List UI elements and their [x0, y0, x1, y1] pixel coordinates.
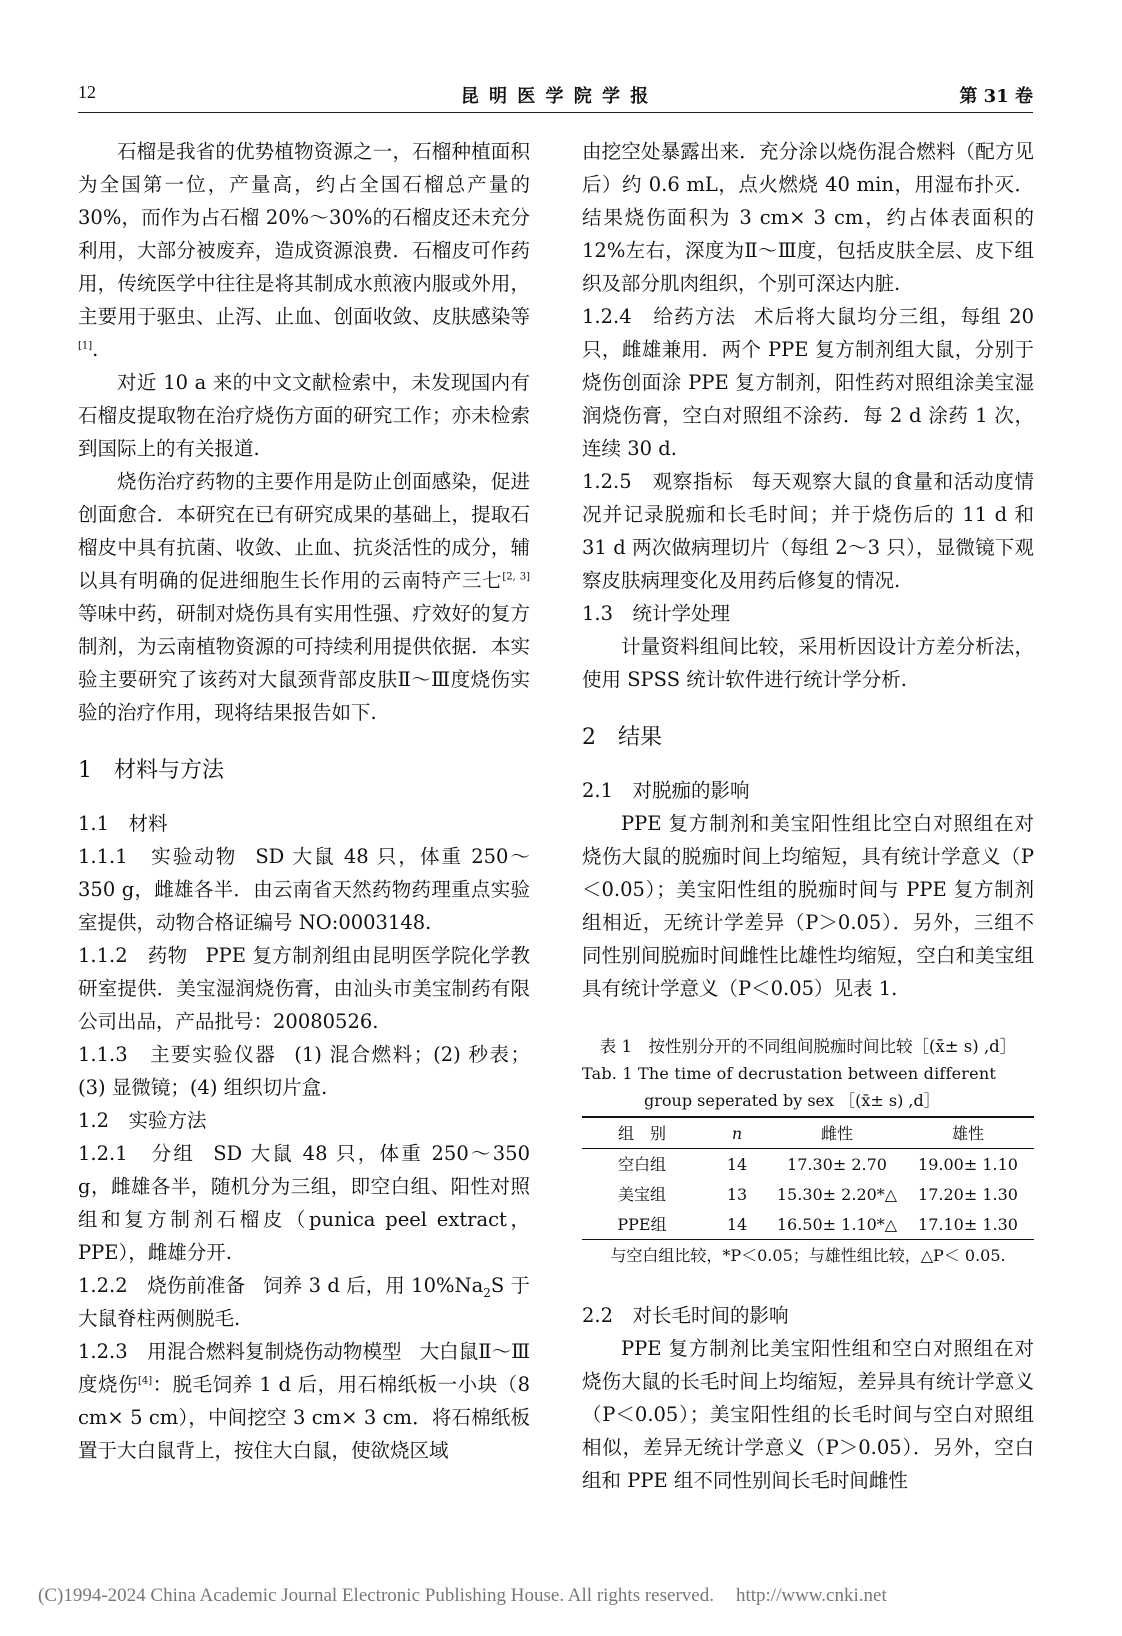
table-cell: 14 — [726, 1214, 748, 1234]
cnki-link[interactable]: http://www.cnki.net — [735, 1585, 887, 1606]
table-row — [582, 1179, 1034, 1209]
subscript-2: 2 — [483, 1285, 491, 1300]
section-1-heading: 1 材料与方法 — [78, 758, 224, 783]
subsection-1-1-3 — [78, 1038, 530, 1104]
subsection-1-1-2-text: PPE 复方制剂组由昆明医学院化学教研室提供．美宝湿润烧伤膏，由汕头市美宝制药有限公司出品，产品批号：20080526. — [78, 944, 530, 1033]
table-cell: 14 — [726, 1154, 748, 1174]
subsection-1-2-3 — [78, 1335, 530, 1467]
table-cell: 空白组 — [617, 1154, 666, 1174]
subsection-1-2-2 — [78, 1269, 530, 1335]
volume-label: 第 31 卷 — [959, 86, 1033, 107]
table-cell: 19.00± 1.10 — [918, 1154, 1018, 1174]
table-row — [582, 1149, 1034, 1180]
table-1-grid — [582, 1116, 1034, 1240]
header-male: 雄性 — [951, 1123, 984, 1143]
intro-paragraph-2: 对近 10 a 来的中文文献检索中，未发现国内有石榴皮提取物在治疗烧伤方面的研究工作；亦未检索到国际上的有关报道. — [78, 371, 530, 460]
table-cell: 美宝组 — [617, 1184, 666, 1204]
section-2-heading: 2 结果 — [582, 725, 662, 750]
subsection-1-2-3-label: 1.2.3 用混合燃料复制烧伤动物模型 — [78, 1340, 402, 1363]
header-female: 雌性 — [820, 1123, 853, 1143]
subsection-1-2-4-text: 术后将大鼠均分三组，每组 20 只，雌雄兼用．两个 PPE 复方制剂组大鼠，分别于烧伤创面涂 PPE 复方制剂，阳性药对照组涂美宝湿润烧伤膏，空白对照组不涂药．每 2 d 涂药 1 次，连续 30 d. — [582, 305, 1034, 460]
subsection-1-2-2-text-a: 饲养 3 d 后，用 10%Na — [263, 1274, 484, 1297]
subsection-1-2-heading: 1.2 实验方法 — [78, 1109, 207, 1132]
intro-paragraph-1-end: . — [92, 338, 99, 361]
subsection-1-2-1-text: SD 大鼠 48 只，体重 250～350 g，雌雄各半，随机分为三组，即空白组、阳性对照组和复方制剂石榴皮（punica peel extract，PPE），雌雄分开. — [78, 1142, 530, 1264]
table-1-caption-cn: 表 1 按性别分开的不同组间脱痂时间比较［(x̄± s) ,d］ — [599, 1037, 1017, 1056]
subsection-1-2-2-text-b: S 于大鼠脊柱两侧脱毛. — [78, 1274, 530, 1330]
subsection-1-2-1-label: 1.2.1 分组 — [78, 1142, 196, 1165]
intro-paragraph-3-text-b: 等味中药，研制对烧伤具有实用性强、疗效好的复方制剂，为云南植物资源的可持续利用提供依据．本实验主要研究了该药对大鼠颈背部皮肤Ⅱ～Ⅲ度烧伤实验的治疗作用，现将结果报告如下. — [78, 602, 530, 724]
journal-title: 昆 明 医 学 院 学 报 — [460, 86, 651, 107]
intro-paragraph-1-text: 石榴是我省的优势植物资源之一，石榴种植面积为全国第一位，产量高，约占全国石榴总产量的 30%，而作为占石榴 20%～30%的石榴皮还未充分利用，大部分被废弃，造成资源浪费．石榴皮可作药用，传统医学中往往是将其制成水煎液内服或外用，主要用于驱虫、止泻、止血、创面收敛、皮肤感染等 — [78, 140, 530, 328]
table-cell: 13 — [726, 1184, 748, 1204]
subsection-1-2-1 — [78, 1137, 530, 1269]
subsection-1-1-2-label: 1.1.2 药物 — [78, 944, 188, 967]
intro-paragraph-3-text-a: 烧伤治疗药物的主要作用是防止创面感染，促进创面愈合．本研究在已有研究成果的基础上，提取石榴皮中具有抗菌、收敛、止血、抗炎活性的成分，辅以具有明确的促进细胞生长作用的云南特产三七 — [78, 470, 530, 592]
subsection-1-2-2-label: 1.2.2 烧伤前准备 — [78, 1274, 246, 1297]
subsection-1-2-3-text-b: ：脱毛饲养 1 d 后，用石棉纸板一小块（8 cm× 5 cm），中间挖空 3 cm× 3 cm．将石棉纸板置于大白鼠背上，按住大白鼠，使欲烧区域 — [78, 1373, 530, 1462]
table-1-caption-en-line-1: Tab. 1 The time of decrustation between different — [582, 1064, 996, 1083]
subsection-1-1-3-text: (1) 混合燃料；(2) 秒表；(3) 显微镜；(4) 组织切片盒. — [78, 1043, 530, 1099]
subsection-1-2-5 — [582, 465, 1034, 597]
subsection-1-2-4 — [582, 300, 1034, 465]
header-group: 组 别 — [617, 1123, 666, 1143]
subsection-1-2-4-label: 1.2.4 给药方法 — [582, 305, 737, 328]
table-cell: 16.50± 1.10*△ — [776, 1214, 898, 1234]
subsection-1-1-1 — [78, 840, 530, 939]
citation-1: [1] — [78, 340, 93, 352]
subsection-1-1-1-text: SD 大鼠 48 只，体重 250～350 g，雌雄各半．由云南省天然药物药理重点实验室提供，动物合格证编号 NO:0003148. — [78, 845, 530, 934]
subsection-2-1-heading: 2.1 对脱痂的影响 — [582, 779, 750, 802]
subsection-1-1-heading: 1.1 材料 — [78, 812, 168, 835]
copyright-text: (C)1994-2024 China Academic Journal Electronic Publishing House. All rights reserved. — [38, 1585, 714, 1606]
intro-paragraph-3 — [78, 465, 530, 729]
page-number: 12 — [78, 82, 96, 102]
table-1-caption-en-line-2: group seperated by sex ［(x̄± s) ,d］ — [644, 1091, 940, 1110]
subsection-2-2-heading: 2.2 对长毛时间的影响 — [582, 1304, 789, 1327]
running-header — [78, 78, 1033, 113]
right-column — [582, 135, 1034, 1497]
table-cell: 17.10± 1.30 — [918, 1214, 1018, 1234]
table-cell: 17.30± 2.70 — [787, 1154, 887, 1174]
subsection-1-2-3-text-a: 大白鼠Ⅱ～Ⅲ度烧伤 — [78, 1340, 530, 1396]
subsection-1-1-1-label: 1.1.1 实验动物 — [78, 845, 238, 868]
intro-paragraph-1 — [78, 135, 530, 366]
table-1 — [582, 1033, 1034, 1269]
table-cell: 15.30± 2.20*△ — [776, 1184, 898, 1204]
table-row — [582, 1209, 1034, 1240]
table-cell: PPE组 — [617, 1214, 667, 1234]
citation-4: [4] — [138, 1375, 153, 1387]
subsection-1-2-5-label: 1.2.5 观察指标 — [582, 470, 734, 493]
copyright-footer — [38, 1585, 998, 1607]
continued-paragraph: 由挖空处暴露出来．充分涂以烧伤混合燃料（配方见后）约 0.6 mL，点火燃烧 40 min，用湿布扑灭．结果烧伤面积为 3 cm× 3 cm，约占体表面积的 12%左右，深度为Ⅱ～Ⅲ度，包括皮肤全层、皮下组织及部分肌肉组织，个别可深达内脏. — [582, 140, 1034, 295]
citation-2-3: [2, 3] — [502, 571, 530, 583]
subsection-1-3-text: 计量资料组间比较，采用析因设计方差分析法，使用 SPSS 统计软件进行统计学分析. — [582, 635, 1034, 691]
subsection-1-2-5-text: 每天观察大鼠的食量和活动度情况并记录脱痂和长毛时间；并于烧伤后的 11 d 和 31 d 两次做病理切片（每组 2～3 只），显微镜下观察皮肤病理变化及用药后修复的情况. — [582, 470, 1034, 592]
subsection-2-1-text: PPE 复方制剂和美宝阳性组比空白对照组在对烧伤大鼠的脱痂时间上均缩短，具有统计学意义（P＜0.05）；美宝阳性组的脱痂时间与 PPE 复方制剂组相近，无统计学差异（P＞0.05）．另外，三组不同性别间脱痂时间雌性比雄性均缩短，空白和美宝组具有统计学意义（P＜0.05）见表 1. — [582, 812, 1034, 1000]
left-column — [78, 135, 530, 1467]
table-cell: 17.20± 1.30 — [918, 1184, 1018, 1204]
table-1-note: 与空白组比较，*P＜0.05；与雄性组比较，△P＜ 0.05. — [610, 1246, 1006, 1265]
table-header-row — [582, 1117, 1034, 1149]
header-n: n — [731, 1123, 743, 1143]
subsection-2-2-text: PPE 复方制剂比美宝阳性组和空白对照组在对烧伤大鼠的长毛时间上均缩短，差异具有统计学意义（P＜0.05）；美宝阳性组的长毛时间与空白对照组相似，差异无统计学意义（P＞0.05）．另外，空白组和 PPE 组不同性别间长毛时间雌性 — [582, 1337, 1034, 1492]
subsection-1-1-2 — [78, 939, 530, 1038]
subsection-1-1-3-label: 1.1.3 主要实验仪器 — [78, 1043, 277, 1066]
subsection-1-3-heading: 1.3 统计学处理 — [582, 602, 731, 625]
